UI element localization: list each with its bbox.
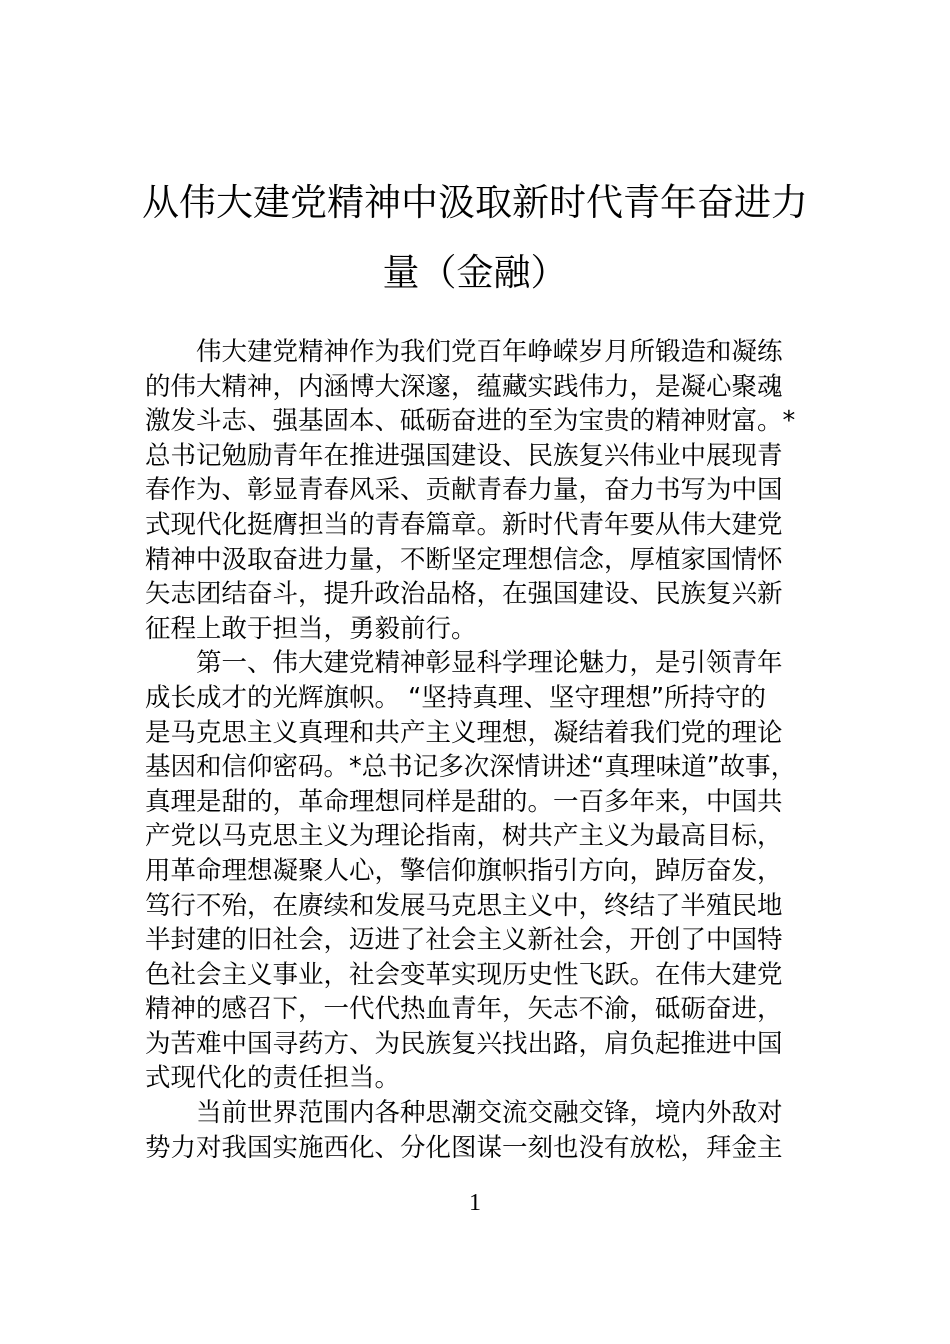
- text-line: 伟大建党精神作为我们党百年峥嵘岁月所锻造和凝练: [196, 337, 783, 367]
- paragraph-intro: [145, 335, 810, 646]
- text-line: 式现代化的责任担当。: [145, 1063, 401, 1094]
- title-line: 从伟大建党精神中汲取新时代青年奋进力: [142, 181, 808, 224]
- title-line: 量（金融）: [382, 251, 568, 294]
- text-line: 征程上敢于担当，勇毅前行。: [145, 613, 477, 644]
- text-line: 式现代化挺膺担当的青春篇章。新时代青年要从伟大建党: [145, 509, 783, 540]
- text-line: 势力对我国实施西化、分化图谋一刻也没有放松，拜金主: [145, 1132, 783, 1163]
- document-title: [140, 168, 810, 308]
- paragraph-first-point: [145, 646, 810, 1096]
- text-line: 当前世界范围内各种思潮交流交融交锋，境内外敌对: [196, 1098, 783, 1129]
- text-line: 精神的感召下，一代代热血青年，矢志不渝，砥砺奋进，: [145, 994, 783, 1025]
- text-line: 第一、伟大建党精神彰显科学理论魅力，是引领青年: [196, 648, 783, 679]
- text-line: 色社会主义事业，社会变革实现历史性飞跃。在伟大建党: [145, 959, 783, 990]
- text-line: 矢志团结奋斗，提升政治品格，在强国建设、民族复兴新: [145, 579, 783, 610]
- text-line: 的伟大精神，内涵博大深邃，蕴藏实践伟力，是凝心聚魂: [145, 371, 783, 402]
- text-line: 用革命理想凝聚人心，擎信仰旗帜指引方向，踔厉奋发，: [145, 855, 783, 886]
- page-number: 1: [469, 1190, 481, 1216]
- text-line: 激发斗志、强基固本、砥砺奋进的至为宝贵的精神财富。*: [145, 406, 796, 437]
- text-line: 成长成才的光辉旗帜。 “坚持真理、坚守理想”所持守的: [145, 682, 767, 713]
- text-line: 是马克思主义真理和共产主义理想，凝结着我们党的理论: [145, 717, 783, 748]
- text-line: 基因和信仰密码。*总书记多次深情讲述“真理味道”故事，: [145, 752, 797, 783]
- text-line: 半封建的旧社会，迈进了社会主义新社会，开创了中国特: [145, 925, 783, 956]
- paragraph-current-situation: [145, 1096, 810, 1165]
- text-line: 为苦难中国寻药方、为民族复兴找出路，肩负起推进中国: [145, 1028, 783, 1059]
- document-body: [145, 335, 810, 1165]
- text-line: 产党以马克思主义为理论指南，树共产主义为最高目标，: [145, 821, 783, 852]
- text-line: 春作为、彰显青春风采、贡献青春力量，奋力书写为中国: [145, 475, 783, 506]
- text-line: 真理是甜的，革命理想同样是甜的。一百多年来，中国共: [145, 786, 783, 817]
- text-line: 精神中汲取奋进力量，不断坚定理想信念，厚植家国情怀: [145, 544, 783, 575]
- text-line: 总书记勉励青年在推进强国建设、民族复兴伟业中展现青: [145, 440, 783, 471]
- text-line: 笃行不殆，在赓续和发展马克思主义中，终结了半殖民地: [145, 890, 783, 921]
